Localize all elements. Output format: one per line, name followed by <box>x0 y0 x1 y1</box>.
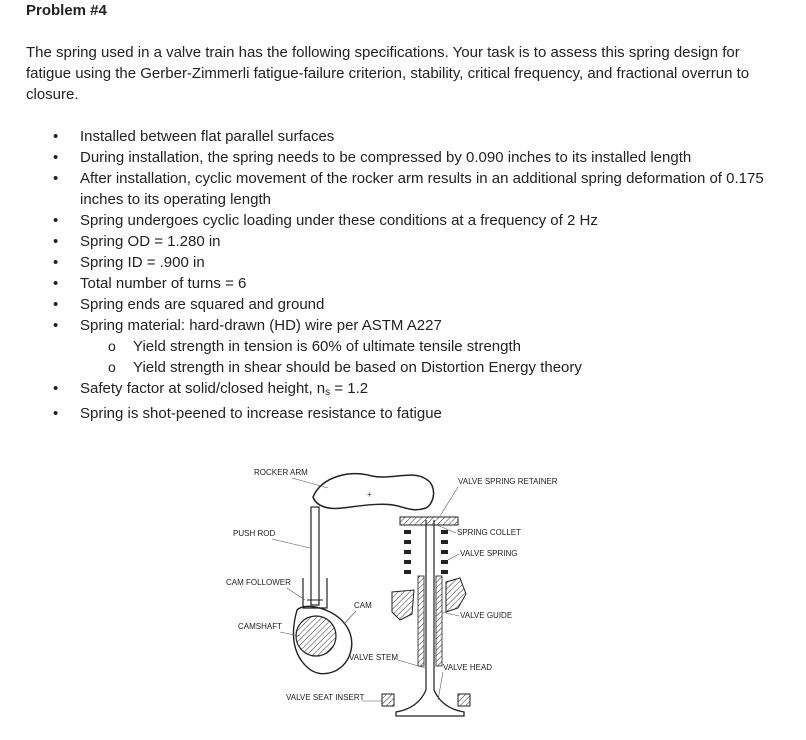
push-rod <box>311 507 319 605</box>
label-cam-follower: CAM FOLLOWER <box>226 578 291 587</box>
valve-guide-right <box>436 576 442 666</box>
spec-subitem: o Yield strength in tension is 60% of ultimate tensile strength <box>50 336 790 357</box>
problem-intro: The spring used in a valve train has the following specifications. Your task is to assess this spring design for fatigue using the Gerber-Zimmerli fatigue-failure criterion, stability, critical frequency, and fractional overrun to closure. <box>26 44 750 103</box>
pivot-mark: + <box>367 490 372 499</box>
label-valve-stem: VALVE STEM <box>349 653 399 662</box>
label-push-rod: PUSH ROD <box>233 529 276 538</box>
spec-list <box>50 126 790 424</box>
spec-item: • Total number of turns = 6 <box>50 273 790 294</box>
valve-head <box>396 690 464 716</box>
spec-item: • Spring ends are squared and ground <box>50 294 790 315</box>
safety-factor-suffix: = 1.2 <box>330 380 369 397</box>
rocker-arm <box>313 474 434 510</box>
valve-seat-insert-left <box>382 694 394 706</box>
label-valve-guide: VALVE GUIDE <box>460 611 513 620</box>
cylinder-head-right <box>446 578 466 612</box>
label-camshaft: CAMSHAFT <box>238 622 282 631</box>
spec-item: • After installation, cyclic movement of the rocker arm results in an additional spring deformation of 0.175 inches to its operating length <box>50 168 790 210</box>
spec-item: • Spring is shot-peened to increase resistance to fatigue <box>50 403 790 424</box>
valve-spring-retainer <box>400 517 458 525</box>
problem-title: Problem #4 <box>26 2 107 19</box>
safety-factor-prefix: Safety factor at solid/closed height, n <box>80 380 326 397</box>
cylinder-head-left <box>392 590 414 620</box>
label-rocker-arm: ROCKER ARM <box>254 468 308 477</box>
spec-item: • Spring material: hard-drawn (HD) wire per ASTM A227 <box>50 315 790 336</box>
spec-item: • Spring OD = 1.280 in <box>50 231 790 252</box>
valve-seat-insert-right <box>458 694 470 706</box>
cam-follower <box>303 578 327 608</box>
spec-item: • Spring undergoes cyclic loading under these conditions at a frequency of 2 Hz <box>50 210 790 231</box>
safety-factor-subscript: s <box>325 387 331 398</box>
valve-guide <box>418 576 424 666</box>
spec-item-safety-factor <box>50 378 790 403</box>
spec-subitem: o Yield strength in shear should be based on Distortion Energy theory <box>50 357 790 378</box>
spec-item: • During installation, the spring needs to be compressed by 0.090 inches to its installed length <box>50 147 790 168</box>
label-spring-collet: SPRING COLLET <box>457 528 522 537</box>
label-valve-head: VALVE HEAD <box>443 663 493 672</box>
camshaft <box>296 616 336 656</box>
label-cam: CAM <box>354 601 372 610</box>
label-valve-spring: VALVE SPRING <box>460 549 518 558</box>
spec-item: • Installed between flat parallel surfaces <box>50 126 790 147</box>
label-valve-seat-insert: VALVE SEAT INSERT <box>286 693 365 702</box>
valve-train-diagram <box>0 440 806 740</box>
label-valve-spring-retainer: VALVE SPRING RETAINER <box>458 477 558 486</box>
spec-item: • Spring ID = .900 in <box>50 252 790 273</box>
